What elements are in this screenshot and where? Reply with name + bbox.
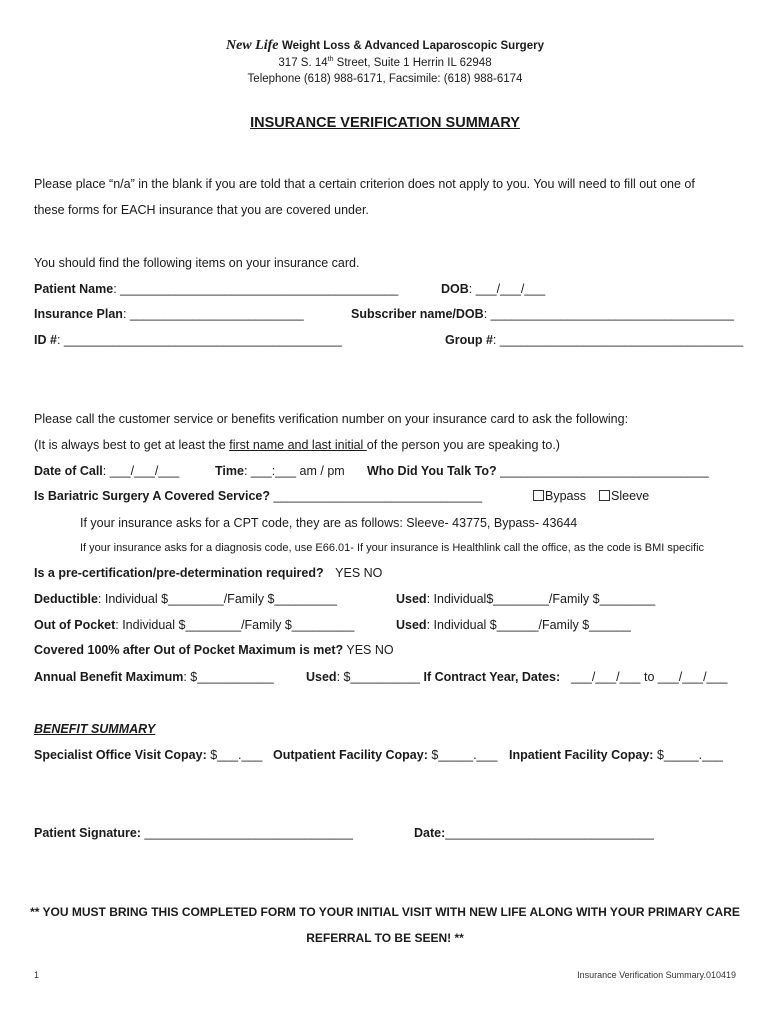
- annual-used-label: Used: [306, 670, 337, 684]
- group-blank[interactable]: : ___________________________________: [492, 333, 744, 347]
- intro-line-1: Please place “n/a” in the blank if you are told that a certain criterion does not apply to you. You will need to fill out one of: [34, 177, 695, 191]
- signature-date-blank[interactable]: ______________________________: [445, 826, 654, 840]
- time-label: Time: [215, 464, 244, 478]
- dob-label: DOB: [441, 282, 469, 296]
- specialist-copay-label: Specialist Office Visit Copay:: [34, 748, 207, 762]
- practice-name: Weight Loss & Advanced Laparoscopic Surgery: [281, 40, 544, 52]
- annual-used-blank[interactable]: : $__________: [336, 670, 420, 684]
- note-underlined: first name and last initial: [229, 438, 367, 452]
- specialist-copay-blank[interactable]: $___.___: [206, 748, 263, 762]
- date-of-call-field[interactable]: [34, 464, 179, 478]
- oop-used-field[interactable]: [396, 618, 631, 632]
- id-label: ID #: [34, 333, 57, 347]
- patient-signature-label: Patient Signature:: [34, 826, 141, 840]
- sleeve-label: Sleeve: [611, 489, 650, 503]
- inpatient-copay-field[interactable]: [509, 748, 723, 762]
- address-sup: th: [327, 56, 334, 63]
- annual-max-blank[interactable]: : $___________: [183, 670, 274, 684]
- out-of-pocket-label: Out of Pocket: [34, 618, 116, 632]
- deductible-field[interactable]: [34, 592, 337, 606]
- inpatient-copay-label: Inpatient Facility Copay:: [509, 748, 654, 762]
- bring-form-notice-line1: ** YOU MUST BRING THIS COMPLETED FORM TO YOUR INITIAL VISIT WITH NEW LIFE ALONG WITH YOUR PRIMARY CARE: [30, 905, 740, 919]
- sleeve-option[interactable]: [599, 489, 649, 503]
- specialist-copay-field[interactable]: [34, 748, 262, 762]
- inpatient-copay-blank[interactable]: $_____.___: [653, 748, 723, 762]
- dob-field[interactable]: [441, 282, 545, 296]
- dob-blank[interactable]: : ___/___/___: [468, 282, 546, 296]
- card-section-lead: You should find the following items on your insurance card.: [34, 256, 360, 270]
- who-field[interactable]: [367, 464, 709, 478]
- bypass-checkbox[interactable]: [533, 490, 544, 501]
- cpt-code-note: If your insurance asks for a CPT code, they are as follows: Sleeve- 43775, Bypass- 43644: [80, 516, 578, 530]
- annual-used-field[interactable]: [306, 670, 560, 684]
- sleeve-checkbox[interactable]: [599, 490, 610, 501]
- subscriber-label: Subscriber name/DOB: [351, 307, 484, 321]
- deductible-used-blank[interactable]: : Individual$________/Family $________: [426, 592, 656, 606]
- annual-max-field[interactable]: [34, 670, 274, 684]
- bariatric-label: Is Bariatric Surgery A Covered Service?: [34, 489, 270, 503]
- outpatient-copay-blank[interactable]: $_____.___: [427, 748, 498, 762]
- signature-date-field[interactable]: [414, 826, 654, 840]
- covered-100-options[interactable]: YES NO: [343, 643, 394, 657]
- page-number: 1: [34, 970, 40, 980]
- document-id: Insurance Verification Summary.010419: [577, 970, 736, 980]
- subscriber-field[interactable]: [351, 307, 734, 321]
- deductible-label: Deductible: [34, 592, 98, 606]
- who-label: Who Did You Talk To?: [367, 464, 497, 478]
- outpatient-copay-field[interactable]: [273, 748, 497, 762]
- letterhead-line1: [0, 38, 770, 54]
- signature-date-label: Date:: [414, 826, 446, 840]
- date-of-call-label: Date of Call: [34, 464, 103, 478]
- bypass-label: Bypass: [545, 489, 586, 503]
- precert-label: Is a pre-certification/pre-determination required?: [34, 566, 324, 580]
- intro-line-2: these forms for EACH insurance that you are covered under.: [34, 203, 369, 217]
- insurance-plan-blank[interactable]: : _________________________: [122, 307, 304, 321]
- bariatric-field[interactable]: [34, 489, 482, 503]
- insurance-plan-label: Insurance Plan: [34, 307, 123, 321]
- address-part: 317 S. 14: [278, 56, 328, 69]
- oop-used-label: Used: [396, 618, 427, 632]
- contract-year-dates[interactable]: ___/___/___ to ___/___/___: [571, 670, 728, 684]
- call-section-lead: Please call the customer service or benefits verification number on your insurance card to ask the following:: [34, 412, 629, 426]
- patient-name-field[interactable]: [34, 282, 398, 296]
- annual-max-label: Annual Benefit Maximum: [34, 670, 184, 684]
- patient-name-label: Patient Name: [34, 282, 114, 296]
- benefit-summary-heading: BENEFIT SUMMARY: [34, 722, 156, 736]
- date-of-call-blank[interactable]: : ___/___/___: [102, 464, 180, 478]
- bring-form-notice-line2: REFERRAL TO BE SEEN! **: [306, 931, 464, 945]
- insurance-plan-field[interactable]: [34, 307, 304, 321]
- patient-signature-field[interactable]: [34, 826, 353, 840]
- deductible-blank[interactable]: : Individual $________/Family $_________: [97, 592, 337, 606]
- deductible-used-field[interactable]: [396, 592, 655, 606]
- time-blank[interactable]: : ___:___ am / pm: [243, 464, 345, 478]
- subscriber-blank[interactable]: : ___________________________________: [483, 307, 734, 321]
- id-field[interactable]: [34, 333, 342, 347]
- oop-used-blank[interactable]: : Individual $______/Family $______: [426, 618, 631, 632]
- patient-signature-blank[interactable]: ______________________________: [140, 826, 353, 840]
- page-title: INSURANCE VERIFICATION SUMMARY: [250, 115, 520, 131]
- address-rest: Street, Suite 1 Herrin IL 62948: [333, 56, 492, 69]
- call-section-note: [34, 438, 560, 452]
- precert-options[interactable]: YES NO: [335, 566, 383, 580]
- id-blank[interactable]: : ________________________________________: [56, 333, 342, 347]
- time-field[interactable]: [215, 464, 345, 478]
- covered-100-field[interactable]: [34, 643, 394, 657]
- group-label: Group #: [445, 333, 493, 347]
- out-of-pocket-field[interactable]: [34, 618, 354, 632]
- out-of-pocket-blank[interactable]: : Individual $________/Family $_________: [115, 618, 355, 632]
- contract-year-label: If Contract Year, Dates:: [423, 670, 561, 684]
- patient-name-blank[interactable]: : ________________________________________: [113, 282, 399, 296]
- covered-100-label: Covered 100% after Out of Pocket Maximum is met?: [34, 643, 344, 657]
- outpatient-copay-label: Outpatient Facility Copay:: [273, 748, 428, 762]
- brand-name: New Life: [226, 38, 279, 53]
- note-pre: (It is always best to get at least the: [34, 438, 230, 452]
- bypass-option[interactable]: [533, 489, 586, 503]
- deductible-used-label: Used: [396, 592, 427, 606]
- precert-field[interactable]: [34, 566, 382, 580]
- letterhead-address: [0, 56, 770, 69]
- letterhead-phone: Telephone (618) 988-6171, Facsimile: (618) 988-6174: [247, 73, 523, 85]
- who-blank[interactable]: ______________________________: [496, 464, 709, 478]
- diagnosis-code-note: If your insurance asks for a diagnosis code, use E66.01- If your insurance is Healthlink call the office, as the code is BMI specific: [80, 542, 705, 554]
- bariatric-blank[interactable]: ______________________________: [270, 489, 483, 503]
- group-field[interactable]: [445, 333, 743, 347]
- note-post: of the person you are speaking to.): [366, 438, 560, 452]
